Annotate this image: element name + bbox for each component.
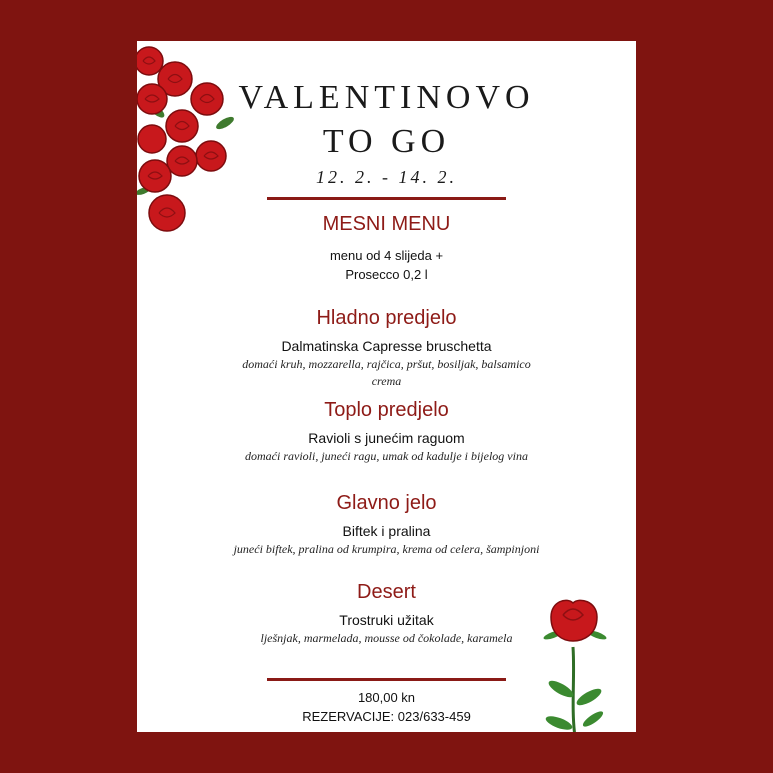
course-dish: Dalmatinska Capresse bruschetta	[281, 338, 492, 354]
course-heading: Toplo predjelo	[324, 399, 449, 421]
divider-bottom	[267, 678, 506, 681]
course-description: juneći biftek, pralina od krumpira, krema od celera, šampinjoni	[233, 542, 540, 556]
course-description: lješnjak, marmelada, mousse od čokolade, karamela	[260, 631, 513, 645]
divider-top	[267, 197, 506, 200]
menu-card	[137, 41, 636, 732]
menu-subtitle-1: menu od 4 slijeda +	[329, 248, 444, 263]
course-description: domaći kruh, mozzarella, rajčica, pršut, bosiljak, balsamico crema	[242, 357, 531, 388]
title-line-2: TO GO	[322, 123, 451, 160]
course-dish: Trostruki užitak	[339, 612, 434, 628]
course-heading: Desert	[357, 581, 416, 603]
menu-subtitle-2: Prosecco 0,2 l	[345, 267, 428, 282]
event-dates: 12. 2. - 14. 2.	[316, 167, 457, 187]
price: 180,00 kn	[357, 690, 416, 705]
title-line-1: VALENTINOVO	[238, 79, 535, 116]
course-heading: Glavno jelo	[336, 492, 437, 514]
course-heading: Hladno predjelo	[316, 307, 457, 329]
course-dish: Ravioli s junećim raguom	[308, 430, 465, 446]
course-description: domaći ravioli, juneći ragu, umak od kadulje i bijelog vina	[245, 449, 528, 463]
reservation-phone: REZERVACIJE: 023/633-459	[302, 709, 471, 724]
course-dish: Biftek i pralina	[342, 523, 431, 539]
menu-title: MESNI MENU	[322, 213, 451, 235]
